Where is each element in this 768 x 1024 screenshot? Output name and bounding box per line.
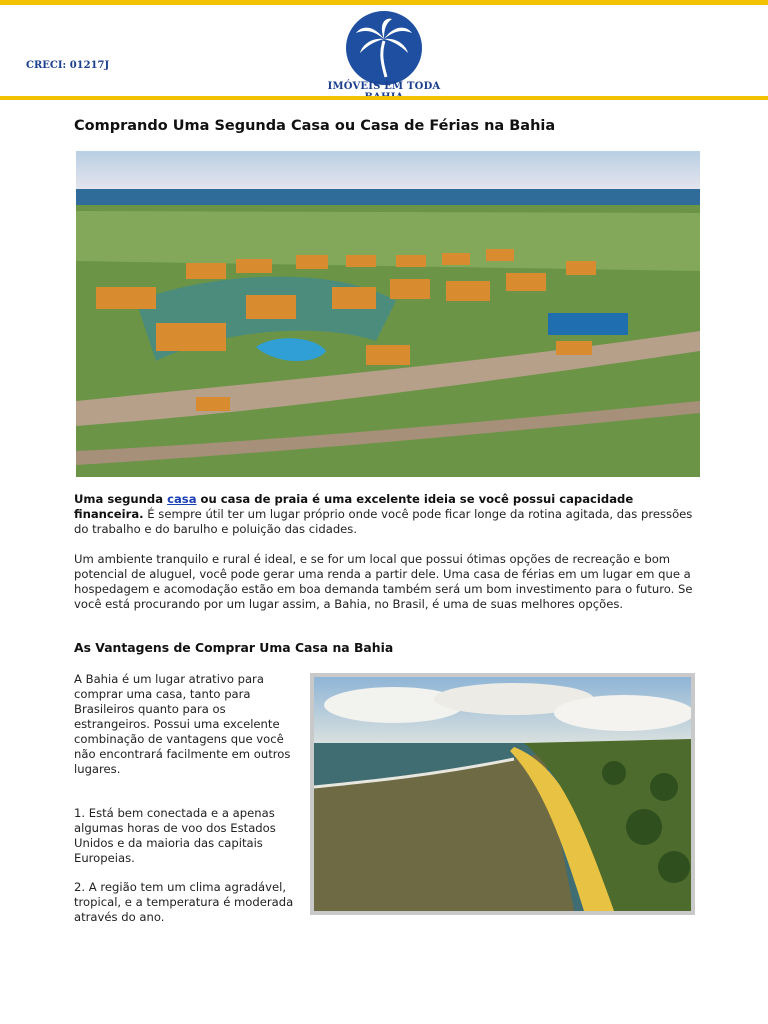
bottom-accent-bar xyxy=(0,96,768,100)
intro-bold-end: ou casa de praia é uma excelente ideia se você possui capacidade financeira. xyxy=(74,492,634,521)
intro-bold-start: Uma segunda xyxy=(74,492,168,506)
column-paragraph-3: 2. A região tem um clima agradável, tropical, e a temperatura é moderada através do ano. xyxy=(74,880,294,924)
casa-link[interactable]: casa xyxy=(167,492,197,506)
intro-paragraph xyxy=(74,492,704,537)
creci-number: CRECI: 01217J xyxy=(26,60,110,71)
beach-aerial-photo xyxy=(310,673,695,915)
paragraph-two: Um ambiente tranquilo e rural é ideal, e se for um local que possui ótimas opções de recreação e bom potencial de aluguel, você pode gerar uma renda a partir dele. Uma casa de férias em um lugar em que a hospedagem e acomodação estão em boa demanda também será um bom investimento para o futuro. Se você está procurando por um lugar assim, a Bahia, no Brasil, é uma de suas melhores opções. xyxy=(74,552,693,611)
article-title: Comprando Uma Segunda Casa ou Casa de Férias na Bahia xyxy=(74,118,556,134)
palm-tree-icon xyxy=(346,11,422,85)
column-paragraph-2: 1. Está bem conectada e a apenas algumas horas de voo dos Estados Unidos e da maioria das capitais Europeias. xyxy=(74,806,276,865)
page-header xyxy=(0,5,768,95)
logo-tagline: IMÓVEIS EM TODA xyxy=(327,81,441,92)
section-heading: As Vantagens de Comprar Uma Casa na Bahia xyxy=(74,640,394,655)
column-paragraph-1: A Bahia é um lugar atrativo para comprar uma casa, tanto para Brasileiros quanto para os estrangeiros. Possui uma excelente combinação de vantagens que você não encontrará facilmente em outros lugares. xyxy=(74,672,291,776)
ibbi-logo xyxy=(346,11,422,85)
resort-aerial-photo xyxy=(76,151,700,477)
intro-rest: É sempre útil ter um lugar próprio onde você pode ficar longe da rotina agitada, das pressões do trabalho e do barulho e poluição das cidades. xyxy=(74,507,693,536)
